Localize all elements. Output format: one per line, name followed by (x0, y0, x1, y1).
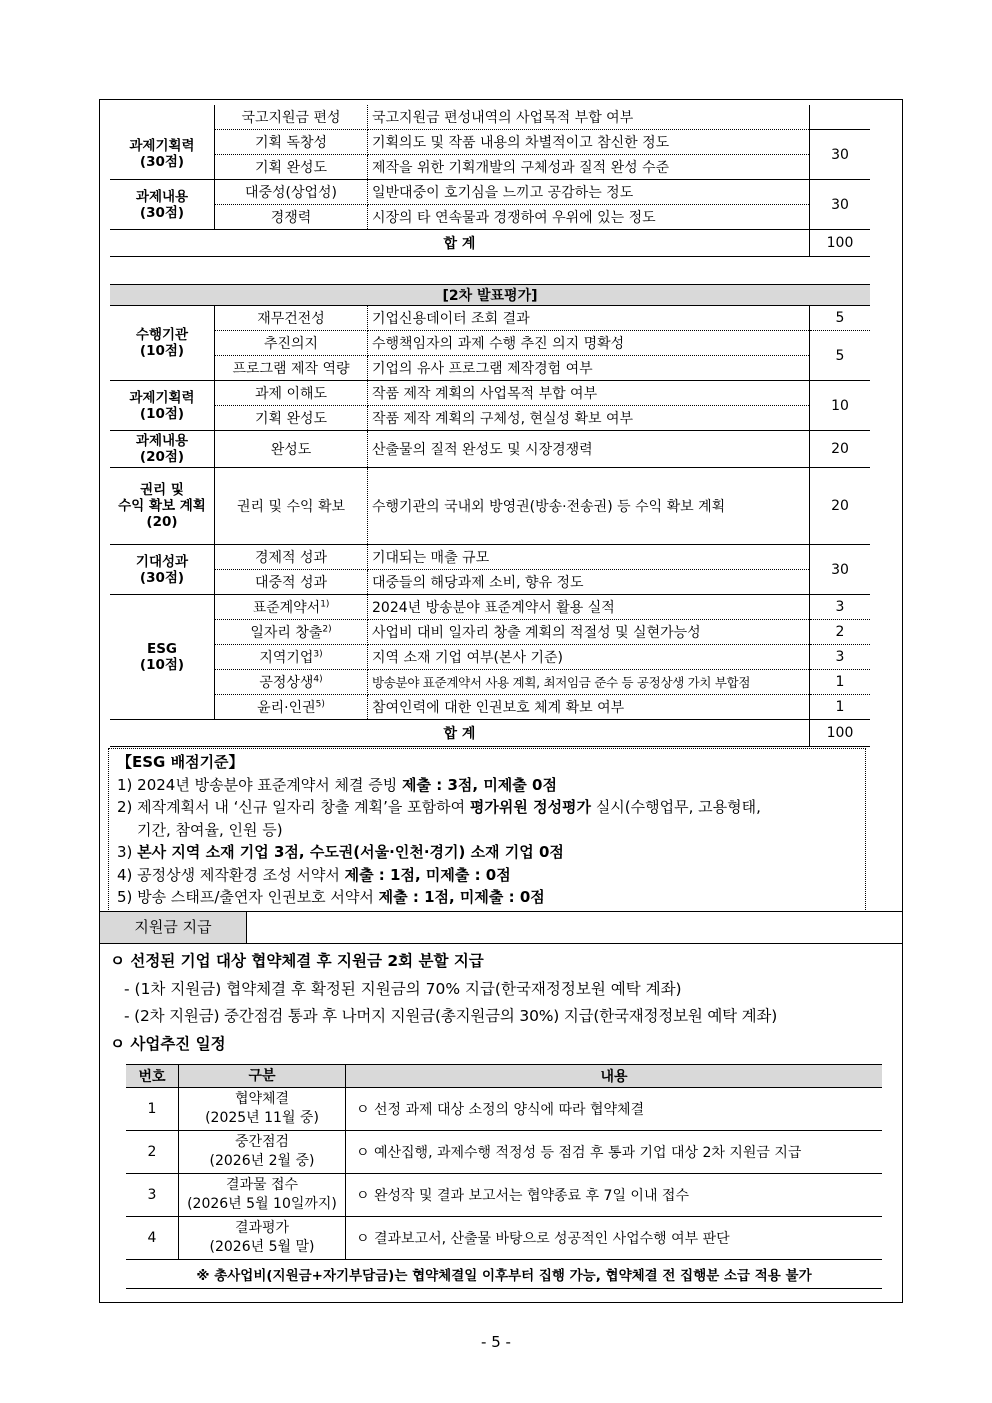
schedule-footnote: ※ 총사업비(지원금+자기부담금)는 협약체결일 이후부터 집행 가능, 협약체결 전 집행분 소급 적용 불가 (126, 1260, 882, 1289)
category-cell: 과제기획력 (30점) (110, 130, 215, 180)
column-header: 내용 (346, 1065, 883, 1088)
table-row (110, 670, 870, 695)
content-cell: ㅇ 완성작 및 결과 보고서는 협약종료 후 7일 이내 접수 (346, 1174, 883, 1217)
sum-label: 합 계 (110, 230, 810, 257)
desc-cell: 방송분야 표준계약서 사용 계획, 최저임금 준수 등 공정상생 가치 부합점 (368, 670, 810, 695)
table-row (126, 1174, 882, 1217)
second-eval-table (110, 284, 870, 747)
footnote-row (126, 1260, 882, 1289)
table-row (110, 180, 870, 205)
item-cell: 기획 완성도 (215, 406, 368, 431)
table-row (110, 306, 870, 331)
table-row (110, 205, 870, 230)
item-cell: 프로그램 제작 역량 (215, 356, 368, 381)
desc-cell: 국고지원금 편성내역의 사업목적 부합 여부 (368, 105, 810, 130)
table-row (110, 381, 870, 406)
table-row (126, 1217, 882, 1260)
note-line: 4) 공정상생 제작환경 조성 서약서 제출 : 1점, 미제출 : 0점 (117, 865, 511, 884)
table-row (110, 331, 870, 356)
first-eval-table (110, 105, 870, 257)
note-line: 3) 본사 지역 소재 기업 3점, 수도권(서울·인천·경기) 소재 기업 0점 (117, 843, 564, 861)
desc-cell: 작품 제작 계획의 구체성, 현실성 확보 여부 (368, 406, 810, 431)
stage-cell: 결과물 접수 (2026년 5월 10일까지) (179, 1174, 346, 1217)
table-row (110, 356, 870, 381)
score-cell: 3 (810, 645, 871, 670)
table-row (110, 155, 870, 180)
item-cell: 국고지원금 편성 (215, 105, 368, 130)
desc-cell: 참여인력에 대한 인권보호 체계 확보 여부 (368, 695, 810, 720)
score-cell: 20 (810, 468, 871, 545)
desc-cell: 제작을 위한 기획개발의 구체성과 질적 완성 수준 (368, 155, 810, 180)
item-cell: 추진의지 (215, 331, 368, 356)
desc-cell: 기업의 유사 프로그램 제작경험 여부 (368, 356, 810, 381)
score-cell: 30 (810, 130, 871, 180)
desc-cell: 기대되는 매출 규모 (368, 545, 810, 570)
table-row (110, 645, 870, 670)
table-row (110, 406, 870, 431)
no-cell: 1 (126, 1088, 179, 1131)
sum-row (110, 230, 870, 257)
item-cell: 경쟁력 (215, 205, 368, 230)
desc-cell: 작품 제작 계획의 사업목적 부합 여부 (368, 381, 810, 406)
sum-row (110, 720, 870, 747)
desc-cell: 수행기관의 국내외 방영권(방송·전송권) 등 수익 확보 계획 (368, 468, 810, 545)
category-cell: ESG (10점) (110, 595, 215, 720)
bullet-line: ㅇ 사업추진 일정 (110, 1034, 226, 1053)
note-line: 2) 제작계획서 내 ‘신규 일자리 창출 계획’을 포함하여 평가위원 정성평가 실시(수행업무, 고용형태, (117, 798, 761, 816)
table-row (110, 130, 870, 155)
table-row (110, 545, 870, 570)
category-cell: 권리 및 수익 확보 계획 (20) (110, 468, 215, 545)
note-line: 1) 2024년 방송분야 표준계약서 체결 증빙 제출 : 3점, 미제출 0점 (117, 775, 557, 794)
sum-label: 합 계 (110, 720, 810, 747)
score-cell: 5 (810, 306, 871, 331)
column-header: 구분 (179, 1065, 346, 1088)
bullet-line: ㅇ 선정된 기업 대상 협약체결 후 지원금 2회 분할 지급 (110, 952, 484, 970)
item-cell: 권리 및 수익 확보 (215, 468, 368, 545)
table-row (126, 1088, 882, 1131)
sum-score: 100 (810, 720, 871, 747)
desc-cell: 시장의 타 연속물과 경쟁하여 우위에 있는 정도 (368, 205, 810, 230)
stage-cell: 결과평가 (2026년 5월 말) (179, 1217, 346, 1260)
desc-cell: 기업신용데이터 조회 결과 (368, 306, 810, 331)
stage-cell: 협약체결 (2025년 11월 중) (179, 1088, 346, 1131)
item-cell: 재무건전성 (215, 306, 368, 331)
payment-description (110, 948, 890, 1058)
sum-score: 100 (810, 230, 871, 257)
item-cell: 경제적 성과 (215, 545, 368, 570)
content-cell: ㅇ 예산집행, 과제수행 적정성 등 점검 후 통과 기업 대상 2차 지원금 지급 (346, 1131, 883, 1174)
no-cell: 2 (126, 1131, 179, 1174)
table-row (126, 1131, 882, 1174)
desc-cell: 수행책임자의 과제 수행 추진 의지 명확성 (368, 331, 810, 356)
category-cell: 기대성과 (30점) (110, 545, 215, 595)
esg-criteria-note (108, 748, 866, 912)
desc-cell: 지역 소재 기업 여부(본사 기준) (368, 645, 810, 670)
item-cell: 대중성(상업성) (215, 180, 368, 205)
desc-cell: 2024년 방송분야 표준계약서 활용 실적 (368, 595, 810, 620)
table-row (110, 595, 870, 620)
score-cell: 10 (810, 381, 871, 431)
section-title: [2차 발표평가] (110, 285, 870, 306)
no-cell: 4 (126, 1217, 179, 1260)
section-title-row (110, 285, 870, 306)
item-cell: 과제 이해도 (215, 381, 368, 406)
desc-cell: 산출물의 질적 완성도 및 시장경쟁력 (368, 431, 810, 468)
score-cell: 3 (810, 595, 871, 620)
category-cell: 과제내용 (20점) (110, 431, 215, 468)
table-row (110, 695, 870, 720)
content-cell: ㅇ 선정 과제 대상 소정의 양식에 따라 협약체결 (346, 1088, 883, 1131)
stage-cell: 중간점검 (2026년 2월 중) (179, 1131, 346, 1174)
table-row (110, 105, 870, 130)
score-cell: 30 (810, 180, 871, 230)
category-cell: 과제기획력 (10점) (110, 381, 215, 431)
item-cell: 지역기업$^{3)}$ (215, 645, 368, 670)
schedule-table (126, 1064, 882, 1289)
item-cell: 기획 완성도 (215, 155, 368, 180)
item-cell: 대중적 성과 (215, 570, 368, 595)
note-line: 5) 방송 스태프/출연자 인권보호 서약서 제출 : 1점, 미제출 : 0점 (117, 888, 545, 906)
score-cell: 1 (810, 695, 871, 720)
score-cell: 2 (810, 620, 871, 645)
item-cell: 표준계약서$^{1)}$ (215, 595, 368, 620)
header-row (126, 1065, 882, 1088)
page-number: - 5 - (481, 1333, 511, 1351)
item-cell: 윤리·인권$^{5)}$ (215, 695, 368, 720)
score-cell: 5 (810, 331, 871, 381)
no-cell: 3 (126, 1174, 179, 1217)
category-cell: 과제내용 (30점) (110, 180, 215, 230)
column-header: 번호 (126, 1065, 179, 1088)
note-title: 【ESG 배점기준】 (117, 753, 244, 771)
section-header (100, 911, 902, 944)
category-cell: 수행기관 (10점) (110, 306, 215, 381)
score-cell: 30 (810, 545, 871, 595)
content-cell: ㅇ 결과보고서, 산출물 바탕으로 성공적인 사업수행 여부 판단 (346, 1217, 883, 1260)
item-cell: 공정상생$^{4)}$ (215, 670, 368, 695)
desc-cell: 기획의도 및 작품 내용의 차별적이고 참신한 정도 (368, 130, 810, 155)
page-frame (99, 99, 903, 1303)
item-cell: 일자리 창출$^{2)}$ (215, 620, 368, 645)
table-row (110, 431, 870, 468)
score-cell: 1 (810, 670, 871, 695)
table-row (110, 468, 870, 545)
table-row (110, 570, 870, 595)
sub-bullet-line: - (2차 지원금) 중간점검 통과 후 나머지 지원금(총지원금의 30%) 지급(한국재정정보원 예탁 계좌) (124, 1007, 778, 1025)
note-line: 기간, 참여율, 인원 등) (137, 820, 283, 839)
desc-cell: 사업비 대비 일자리 창출 계획의 적절성 및 실현가능성 (368, 620, 810, 645)
desc-cell: 대중들의 해당과제 소비, 향유 정도 (368, 570, 810, 595)
desc-cell: 일반대중이 호기심을 느끼고 공감하는 정도 (368, 180, 810, 205)
section-label: 지원금 지급 (100, 912, 247, 943)
item-cell: 완성도 (215, 431, 368, 468)
item-cell: 기획 독창성 (215, 130, 368, 155)
sub-bullet-line: - (1차 지원금) 협약체결 후 확정된 지원금의 70% 지급(한국재정정보원 예탁 계좌) (124, 979, 682, 998)
table-row (110, 620, 870, 645)
score-cell: 20 (810, 431, 871, 468)
